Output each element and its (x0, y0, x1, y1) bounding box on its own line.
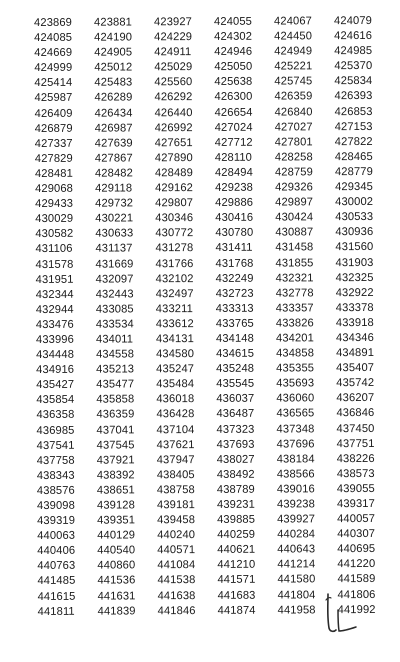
number-cell: 430633 (95, 227, 134, 240)
number-cell: 435484 (156, 378, 195, 391)
number-cell: 438566 (276, 468, 315, 481)
number-cell: 432922 (335, 286, 374, 299)
number-cell: 437545 (96, 439, 135, 452)
number-cell: 431560 (335, 241, 374, 254)
number-cell: 424669 (34, 46, 73, 60)
number-cell: 437621 (156, 438, 195, 451)
number-cell: 437323 (216, 423, 255, 436)
number-cell: 429345 (335, 180, 374, 194)
number-cell: 430221 (95, 212, 134, 225)
number-cell: 428110 (214, 151, 253, 164)
number-cell: 439181 (156, 499, 195, 512)
number-cell: 427027 (274, 120, 313, 134)
number-cell: 436358 (36, 409, 75, 422)
number-cell: 440307 (337, 528, 376, 541)
number-cell: 440057 (337, 513, 376, 526)
number-cell: 438492 (216, 468, 255, 481)
number-cell: 429897 (275, 196, 314, 209)
number-cell: 439016 (276, 483, 315, 496)
number-cell: 429886 (215, 196, 254, 210)
number-cell: 431458 (275, 241, 314, 254)
number-cell: 426300 (214, 91, 253, 104)
number-cell: 428779 (334, 165, 373, 179)
number-cell: 438392 (96, 469, 135, 482)
number-cell: 423927 (154, 16, 193, 29)
number-cell: 426879 (34, 122, 73, 135)
number-cell: 428489 (154, 166, 193, 180)
number-cell: 427712 (214, 136, 253, 149)
number-cell: 424911 (154, 46, 192, 59)
number-cell: 439231 (216, 498, 255, 511)
number-cell: 441538 (157, 574, 196, 587)
number-cell: 438789 (216, 483, 255, 496)
number-cell: 437450 (336, 422, 375, 435)
number-cell: 435427 (36, 379, 75, 392)
number-cell: 429118 (95, 182, 133, 195)
number-cell: 426359 (274, 90, 313, 104)
number-cell: 441589 (337, 573, 376, 586)
number-cell: 434148 (215, 332, 254, 345)
number-cell: 428759 (274, 166, 313, 179)
number-cell: 427801 (274, 136, 313, 149)
number-cell: 426292 (154, 91, 193, 104)
number-cell: 435693 (276, 377, 315, 390)
number-cell: 426654 (214, 106, 253, 119)
number-cell: 440540 (97, 544, 136, 557)
number-cell: 435248 (216, 362, 255, 376)
number-cell: 431578 (35, 258, 74, 271)
number-cell: 441214 (277, 558, 316, 571)
number-cell: 425483 (94, 76, 133, 90)
number-cell: 436846 (336, 407, 375, 420)
number-cell: 441839 (97, 605, 136, 618)
number-cell: 434346 (335, 331, 374, 345)
number-cell: 427651 (154, 136, 193, 150)
number-cell: 433357 (275, 302, 314, 315)
number-cell: 430416 (215, 211, 254, 225)
number-cell: 425029 (154, 61, 193, 74)
number-cell: 430582 (35, 228, 74, 241)
number-cell: 426440 (154, 106, 193, 119)
number-cell: 434131 (155, 332, 194, 346)
number-cell: 424985 (334, 45, 373, 58)
number-cell: 427153 (334, 120, 373, 133)
number-cell: 432497 (155, 287, 194, 300)
number-cell: 436207 (336, 392, 375, 405)
number-cell: 440063 (37, 529, 76, 543)
number-cell: 435477 (96, 378, 135, 391)
number-cell: 439319 (37, 514, 76, 528)
number-cell: 428494 (214, 166, 253, 179)
number-cell: 434615 (216, 347, 255, 360)
number-cell: 439238 (276, 498, 315, 511)
number-cell: 439055 (336, 482, 375, 496)
number-cell: 430029 (35, 212, 74, 226)
number-cell: 424055 (214, 15, 253, 28)
number-cell: 438184 (276, 453, 315, 466)
number-cell: 432944 (35, 303, 74, 316)
number-cell: 433996 (35, 333, 74, 346)
number-cell: 438573 (336, 467, 375, 480)
number-cell: 436018 (156, 393, 195, 406)
number-cell: 424067 (274, 15, 313, 28)
number-cell: 438576 (36, 484, 75, 497)
number-cell: 440571 (157, 544, 196, 557)
number-cell: 423869 (34, 16, 73, 29)
number-cell: 435858 (96, 393, 135, 406)
number-cell: 435247 (156, 363, 195, 376)
number-cell: 429068 (35, 182, 74, 196)
number-cell: 437751 (336, 437, 375, 450)
number-cell: 441683 (217, 589, 256, 602)
number-cell: 435854 (36, 394, 75, 407)
number-cell: 432097 (95, 272, 134, 286)
number-cell: 429732 (95, 197, 134, 210)
number-cell: 437541 (36, 439, 75, 452)
number-cell: 440763 (37, 560, 76, 573)
number-cell: 439128 (96, 499, 135, 512)
number-cell: 424302 (214, 30, 253, 43)
number-cell: 436060 (276, 392, 315, 405)
number-cell: 432102 (155, 272, 194, 285)
number-cell: 435355 (276, 362, 315, 375)
number-cell: 425370 (334, 60, 373, 73)
number-cell: 428481 (34, 167, 73, 180)
number-cell: 426840 (274, 105, 313, 119)
number-cell: 441958 (277, 603, 316, 617)
number-cell: 428258 (274, 151, 313, 164)
number-cell: 429238 (215, 181, 254, 194)
number-cell: 441806 (337, 588, 376, 601)
number-cell: 424229 (154, 31, 193, 44)
number-cell: 431669 (95, 257, 134, 271)
number-cell: 433918 (335, 316, 374, 330)
number-cell: 433534 (95, 318, 134, 331)
number-cell: 426992 (154, 121, 193, 134)
number-cell: 431951 (35, 273, 74, 286)
number-cell: 431766 (155, 257, 194, 270)
number-cell: 436359 (96, 408, 135, 422)
number-cell: 441846 (157, 604, 196, 617)
number-cell: 432778 (275, 286, 314, 300)
number-cell: 424190 (94, 31, 133, 44)
number-cell: 435213 (96, 363, 135, 376)
number-cell: 424450 (274, 30, 313, 43)
number-cell: 439098 (36, 499, 75, 512)
number-cell: 433085 (95, 303, 134, 316)
number-cell: 425414 (34, 77, 73, 90)
number-cell: 424946 (214, 45, 253, 59)
number-cell: 430346 (155, 212, 194, 225)
number-cell: 433211 (155, 302, 193, 316)
number-cell: 425012 (94, 61, 133, 74)
number-cell: 431855 (275, 256, 314, 270)
number-cell: 439927 (277, 513, 316, 526)
number-cell: 437041 (96, 423, 135, 437)
number-cell: 432723 (215, 287, 254, 300)
number-cell: 430424 (275, 211, 314, 224)
number-cell: 424949 (274, 45, 313, 58)
number-cell: 436428 (156, 408, 195, 421)
number-cell: 433612 (155, 317, 194, 331)
number-cell: 441220 (337, 558, 376, 571)
number-cell: 429433 (35, 197, 74, 211)
handwritten-signature (316, 590, 364, 638)
number-cell: 441536 (97, 574, 136, 588)
number-cell: 438758 (156, 483, 195, 497)
number-cell: 431137 (95, 242, 133, 256)
number-cell: 427337 (34, 137, 73, 150)
number-cell: 441485 (37, 575, 76, 588)
number-cell: 430887 (275, 226, 314, 239)
number-cell: 440284 (277, 528, 316, 541)
number-cell: 434858 (276, 347, 315, 360)
number-cell: 437693 (216, 438, 255, 451)
number-cell: 429162 (155, 182, 194, 195)
number-cell: 432443 (95, 288, 134, 301)
number-cell: 433826 (275, 317, 314, 330)
number-cell: 430002 (335, 196, 374, 209)
number-cell: 439317 (336, 497, 375, 511)
number-cell: 433313 (215, 302, 254, 315)
number-cell: 431411 (215, 242, 253, 255)
number-cell: 438226 (336, 452, 375, 465)
number-cell: 425987 (34, 92, 73, 105)
number-cell: 438651 (96, 484, 135, 497)
number-list (34, 14, 378, 620)
number-cell: 438405 (156, 468, 195, 482)
number-cell: 426853 (334, 105, 373, 118)
number-cell: 427639 (94, 137, 133, 150)
number-cell: 432321 (275, 271, 314, 285)
number-cell: 425560 (154, 76, 193, 89)
number-cell: 439885 (217, 513, 256, 526)
number-cell: 431768 (215, 257, 254, 270)
number-cell: 429807 (155, 197, 194, 210)
number-cell: 435407 (336, 362, 375, 375)
number-cell: 440643 (277, 543, 316, 556)
number-cell: 430533 (335, 211, 374, 224)
number-cell: 430780 (215, 226, 254, 240)
number-cell: 431278 (155, 242, 194, 255)
number-cell: 439351 (97, 514, 136, 527)
number-cell: 426393 (334, 90, 373, 103)
number-cell: 433476 (35, 318, 74, 331)
number-cell: 440695 (337, 543, 376, 556)
number-cell: 440129 (97, 529, 136, 542)
number-cell: 426434 (94, 106, 133, 120)
number-cell: 441874 (217, 604, 256, 617)
number-cell: 433378 (335, 301, 374, 314)
number-cell: 427024 (214, 121, 253, 134)
number-cell: 436565 (276, 407, 315, 420)
number-cell: 433765 (215, 317, 254, 330)
number-cell: 440240 (157, 529, 196, 542)
number-cell: 431106 (35, 243, 73, 256)
number-cell: 431903 (335, 256, 374, 269)
number-cell: 426409 (34, 107, 73, 120)
number-cell: 435545 (216, 377, 255, 391)
number-cell: 436985 (36, 424, 75, 437)
number-cell: 441580 (277, 573, 316, 586)
number-cell: 438343 (36, 469, 75, 482)
number-cell: 425638 (214, 76, 253, 89)
number-cell: 427890 (154, 151, 193, 165)
number-cell: 441804 (277, 588, 316, 602)
number-cell: 436487 (216, 408, 255, 421)
number-cell: 441571 (217, 574, 256, 587)
number-cell: 441615 (37, 590, 76, 603)
number-cell: 440621 (217, 543, 256, 557)
number-cell: 437696 (276, 437, 315, 451)
number-cell: 440259 (217, 528, 256, 542)
number-cell: 426289 (94, 91, 133, 105)
number-cell: 434448 (36, 348, 75, 362)
number-cell: 425834 (334, 75, 373, 88)
number-cell: 424999 (34, 62, 73, 75)
number-cell: 432325 (335, 271, 374, 284)
number-cell: 424905 (94, 46, 133, 59)
number-cell: 432344 (35, 288, 74, 301)
number-cell: 436037 (216, 393, 255, 406)
number-cell: 424616 (334, 30, 373, 43)
number-cell: 434891 (336, 346, 375, 360)
number-cell: 441084 (157, 559, 196, 572)
number-cell: 428465 (334, 150, 373, 164)
number-cell: 438027 (216, 453, 255, 466)
number-cell: 434558 (96, 348, 135, 361)
number-cell: 428482 (94, 167, 133, 180)
number-cell: 434011 (95, 333, 134, 346)
number-cell: 427829 (34, 152, 73, 165)
number-cell: 440406 (37, 545, 76, 558)
number-cell: 441992 (337, 603, 376, 616)
number-cell: 427822 (334, 135, 373, 148)
number-cell: 426987 (94, 122, 133, 135)
number-cell: 437921 (96, 454, 135, 467)
number-cell: 427867 (94, 152, 133, 165)
number-cell: 429326 (275, 181, 314, 194)
number-cell: 425221 (274, 60, 313, 73)
number-cell: 423881 (94, 16, 133, 29)
number-cell: 437104 (156, 423, 195, 436)
number-cell: 441638 (157, 589, 196, 602)
number-cell: 441811 (37, 605, 75, 618)
number-cell: 435742 (336, 377, 375, 390)
number-cell: 430936 (335, 226, 374, 239)
number-cell: 437758 (36, 454, 75, 467)
number-cell: 441210 (217, 559, 256, 572)
number-cell: 425745 (274, 75, 313, 88)
number-cell: 425050 (214, 60, 253, 74)
number-cell: 440860 (97, 559, 136, 572)
number-cell: 439458 (157, 514, 196, 527)
number-cell: 437947 (156, 453, 195, 466)
number-cell: 434916 (36, 363, 75, 377)
number-cell: 432249 (215, 272, 254, 285)
number-cell: 434201 (275, 332, 314, 345)
number-cell: 434580 (156, 348, 195, 361)
number-cell: 424085 (34, 31, 73, 45)
number-cell: 430772 (155, 227, 194, 240)
number-cell: 441631 (97, 589, 136, 603)
number-cell: 424079 (334, 14, 373, 28)
number-cell: 437348 (276, 422, 315, 436)
